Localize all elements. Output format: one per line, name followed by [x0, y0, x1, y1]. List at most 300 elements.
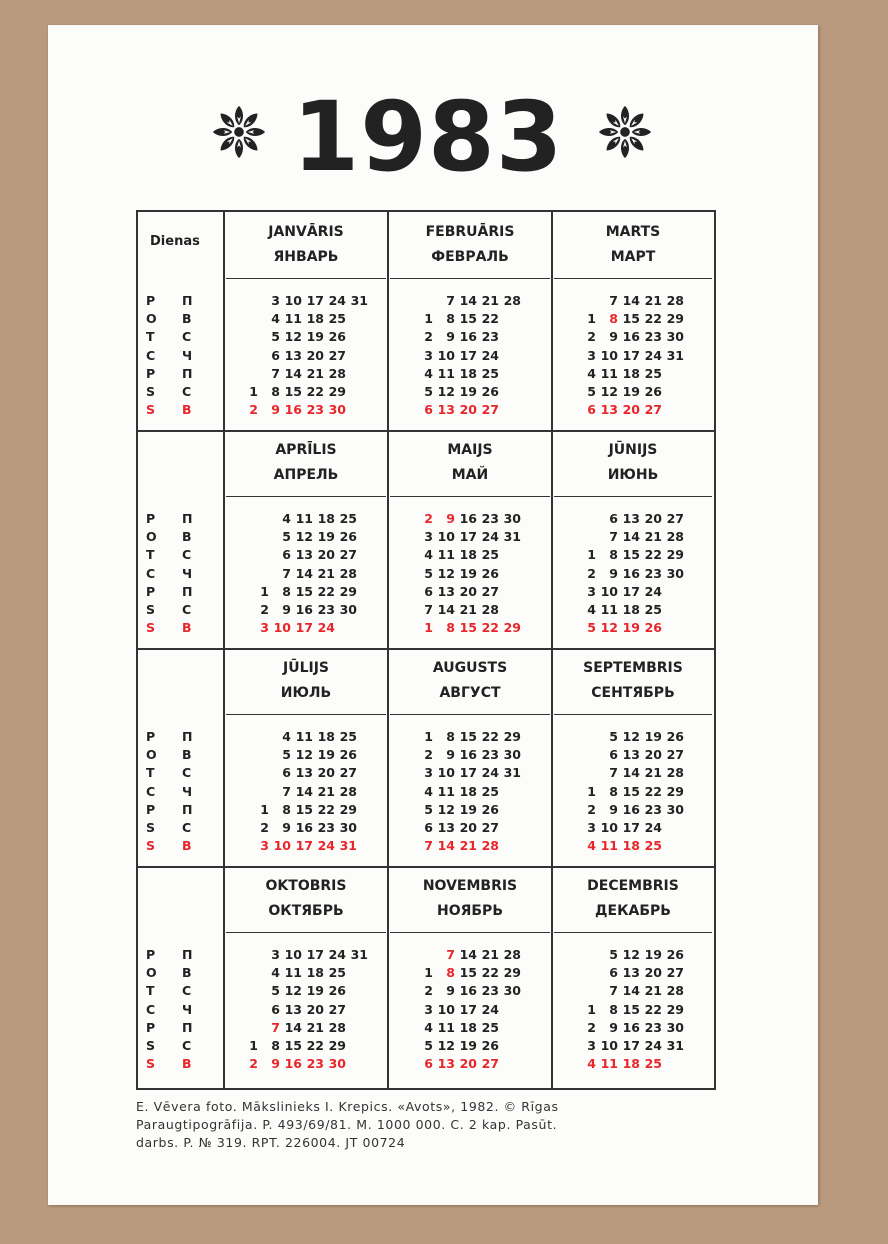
day-number: 23	[644, 329, 662, 345]
day-number: 6	[424, 1056, 433, 1072]
day-number: 29	[666, 547, 684, 563]
day-number: 5	[587, 620, 596, 636]
week-row	[574, 1037, 684, 1055]
week-row	[247, 601, 357, 619]
day-number: 23	[306, 402, 324, 418]
imprint-line: E. Vēvera foto. Mākslinieks I. Krepics. «Avots», 1982. © Rīgas	[136, 1099, 559, 1114]
weekday-row	[146, 746, 218, 764]
month-days	[574, 946, 684, 1073]
day-number: 19	[317, 529, 335, 545]
day-number: 7	[424, 838, 433, 854]
day-number: 18	[317, 729, 335, 744]
day-number: 6	[609, 511, 618, 526]
year-title: 1983	[292, 81, 564, 193]
day-number: 14	[295, 565, 313, 581]
day-number: 20	[622, 402, 640, 418]
week-row	[574, 401, 684, 419]
day-number: 19	[644, 729, 662, 744]
day-number: 3	[271, 293, 280, 308]
days-column-title: Dienas	[150, 234, 200, 249]
day-number: 8	[282, 583, 291, 599]
month-name-latvian: MAIJS	[447, 442, 493, 458]
day-number: 10	[273, 620, 291, 636]
day-number: 14	[459, 293, 477, 308]
month-days	[574, 728, 684, 855]
day-number: 18	[459, 783, 477, 799]
day-number: 13	[284, 347, 302, 363]
day-number: 9	[609, 329, 618, 345]
day-number: 13	[437, 583, 455, 599]
week-row	[411, 982, 521, 1000]
day-number: 10	[273, 838, 291, 854]
week-row	[411, 1037, 521, 1055]
day-number: 26	[644, 383, 662, 399]
day-number: 4	[424, 783, 433, 799]
week-row	[574, 1055, 684, 1073]
day-number: 17	[622, 1037, 640, 1053]
weekday-russian: П	[182, 583, 193, 599]
month-header-underline	[390, 496, 550, 497]
day-number: 14	[437, 838, 455, 854]
week-row	[247, 746, 357, 764]
week-row	[236, 1001, 368, 1019]
day-number: 20	[317, 765, 335, 781]
day-number: 29	[339, 583, 357, 599]
weekday-latvian: O	[146, 965, 157, 981]
weekday-labels	[146, 510, 218, 637]
weekday-latvian: P	[146, 365, 156, 381]
day-number: 22	[644, 311, 662, 327]
day-number: 3	[260, 620, 269, 636]
day-number: 15	[622, 311, 640, 327]
day-number: 8	[609, 783, 618, 799]
day-number: 2	[260, 819, 269, 835]
day-number: 23	[481, 983, 499, 999]
day-number: 12	[284, 329, 302, 345]
day-number: 9	[609, 801, 618, 817]
day-number: 14	[284, 365, 302, 381]
weekday-latvian: P	[146, 1019, 156, 1035]
day-number: 31	[350, 947, 368, 962]
week-row	[236, 1055, 368, 1073]
day-number: 8	[609, 1001, 618, 1017]
weekday-row	[146, 1019, 218, 1037]
week-row	[574, 1001, 684, 1019]
day-number: 13	[295, 547, 313, 563]
day-number: 14	[622, 293, 640, 308]
day-number: 16	[622, 1019, 640, 1035]
day-number: 20	[459, 1056, 477, 1072]
month-name-russian: ОКТЯБРЬ	[268, 903, 344, 919]
day-number: 2	[587, 1019, 596, 1035]
day-number: 12	[600, 383, 618, 399]
day-number: 20	[459, 819, 477, 835]
day-number: 2	[424, 329, 433, 345]
weekday-latvian: S	[146, 383, 156, 399]
day-number: 15	[622, 1001, 640, 1017]
day-number: 30	[328, 1056, 346, 1072]
week-row	[574, 328, 684, 346]
day-number: 8	[282, 801, 291, 817]
day-number: 28	[666, 529, 684, 545]
weekday-row	[146, 619, 218, 637]
week-row	[411, 310, 521, 328]
day-number: 27	[481, 1056, 499, 1072]
day-number: 6	[271, 1001, 280, 1017]
month-name-russian: АПРЕЛЬ	[273, 467, 339, 483]
day-number: 12	[437, 565, 455, 581]
month-name-latvian: NOVEMBRIS	[422, 878, 518, 894]
week-row	[574, 583, 684, 601]
day-number: 4	[424, 547, 433, 563]
week-row	[411, 946, 521, 964]
snowflake-petal	[627, 111, 646, 130]
day-number: 16	[284, 402, 302, 418]
day-number: 3	[587, 347, 596, 363]
day-number: 11	[600, 1056, 618, 1072]
weekday-russian: В	[182, 1056, 192, 1072]
day-number: 15	[622, 547, 640, 563]
day-number: 5	[424, 565, 433, 581]
day-number: 11	[295, 511, 313, 526]
day-number: 25	[481, 365, 499, 381]
quarter-divider	[138, 648, 714, 650]
day-number: 25	[644, 838, 662, 854]
month-header-underline	[226, 278, 386, 279]
day-number: 31	[339, 838, 357, 854]
weekday-row	[146, 383, 218, 401]
day-number: 21	[459, 838, 477, 854]
weekday-russian: Ч	[182, 783, 193, 799]
day-number: 27	[666, 747, 684, 763]
month-days	[411, 510, 521, 637]
month-header-underline	[390, 714, 550, 715]
day-number: 22	[481, 965, 499, 981]
week-row	[574, 764, 684, 782]
day-number: 25	[644, 601, 662, 617]
day-number: 21	[317, 565, 335, 581]
weekday-latvian: S	[146, 620, 156, 636]
day-number: 17	[459, 1001, 477, 1017]
day-number: 30	[666, 801, 684, 817]
week-row	[247, 565, 357, 583]
weekday-russian: С	[182, 601, 192, 617]
month-name-latvian: OKTOBRIS	[265, 878, 347, 894]
week-row	[574, 801, 684, 819]
day-number: 10	[284, 293, 302, 308]
day-number: 7	[609, 529, 618, 545]
weekday-row	[146, 292, 218, 310]
day-number: 10	[600, 819, 618, 835]
week-row	[574, 982, 684, 1000]
day-number: 18	[622, 601, 640, 617]
day-number: 24	[644, 583, 662, 599]
day-number: 8	[609, 311, 618, 327]
day-number: 13	[437, 402, 455, 418]
week-row	[411, 401, 521, 419]
day-number: 21	[459, 601, 477, 617]
week-row	[574, 601, 684, 619]
week-row	[236, 347, 368, 365]
day-number: 11	[600, 365, 618, 381]
day-number: 18	[622, 1056, 640, 1072]
week-row	[574, 964, 684, 982]
week-row	[574, 565, 684, 583]
month-name-russian: ЯНВАРЬ	[273, 249, 339, 265]
day-number: 19	[306, 983, 324, 999]
day-number: 29	[328, 1037, 346, 1053]
day-number: 22	[644, 1001, 662, 1017]
week-row	[574, 383, 684, 401]
week-row	[574, 365, 684, 383]
weekday-row	[146, 510, 218, 528]
weekday-labels	[146, 946, 218, 1073]
day-number: 28	[481, 601, 499, 617]
column-divider	[551, 212, 553, 1088]
day-number: 28	[503, 947, 521, 962]
day-number: 23	[306, 1056, 324, 1072]
day-number: 9	[271, 1056, 280, 1072]
day-number: 16	[459, 329, 477, 345]
week-row	[574, 837, 684, 855]
day-number: 12	[295, 747, 313, 763]
week-row	[411, 1001, 521, 1019]
day-number: 1	[424, 311, 433, 327]
day-number: 14	[459, 947, 477, 962]
day-number: 13	[600, 402, 618, 418]
day-number: 3	[587, 583, 596, 599]
day-number: 1	[260, 583, 269, 599]
day-number: 8	[446, 965, 455, 981]
day-number: 5	[609, 947, 618, 962]
week-row	[236, 946, 368, 964]
day-number: 9	[609, 1019, 618, 1035]
day-number: 26	[666, 947, 684, 962]
day-number: 26	[328, 329, 346, 345]
day-number: 21	[481, 293, 499, 308]
day-number: 12	[622, 947, 640, 962]
week-row	[411, 1055, 521, 1073]
week-row	[411, 764, 521, 782]
day-number: 16	[622, 329, 640, 345]
day-number: 7	[424, 601, 433, 617]
day-number: 12	[437, 801, 455, 817]
day-number: 26	[328, 983, 346, 999]
snowflake-icon	[596, 103, 654, 161]
day-number: 17	[306, 947, 324, 962]
day-number: 24	[481, 347, 499, 363]
day-number: 6	[424, 819, 433, 835]
day-number: 5	[282, 747, 291, 763]
day-number: 9	[446, 511, 455, 526]
weekday-russian: В	[182, 965, 192, 981]
imprint-line: darbs. P. № 319. RPT. 226004. JT 00724	[136, 1135, 406, 1150]
day-number: 25	[481, 547, 499, 563]
week-row	[411, 601, 521, 619]
day-number: 17	[459, 765, 477, 781]
day-number: 31	[503, 529, 521, 545]
week-row	[574, 546, 684, 564]
day-number: 30	[503, 983, 521, 999]
day-number: 22	[644, 547, 662, 563]
day-number: 2	[424, 983, 433, 999]
day-number: 27	[481, 583, 499, 599]
imprint	[136, 1098, 736, 1152]
day-number: 5	[424, 383, 433, 399]
day-number: 8	[446, 311, 455, 327]
day-number: 27	[666, 965, 684, 981]
day-number: 5	[424, 801, 433, 817]
day-number: 16	[622, 801, 640, 817]
day-number: 3	[424, 347, 433, 363]
day-number: 28	[328, 365, 346, 381]
week-row	[574, 528, 684, 546]
week-row	[247, 783, 357, 801]
day-number: 12	[437, 1037, 455, 1053]
week-row	[236, 383, 368, 401]
day-number: 24	[644, 1037, 662, 1053]
weekday-latvian: S	[146, 1056, 156, 1072]
day-number: 21	[317, 783, 335, 799]
day-number: 14	[437, 601, 455, 617]
weekday-russian: П	[182, 365, 193, 381]
day-number: 16	[295, 819, 313, 835]
day-number: 17	[622, 347, 640, 363]
day-number: 22	[644, 783, 662, 799]
day-number: 17	[306, 293, 324, 308]
day-number: 3	[587, 819, 596, 835]
week-row	[236, 964, 368, 982]
week-row	[411, 801, 521, 819]
day-number: 8	[271, 383, 280, 399]
day-number: 11	[437, 1019, 455, 1035]
week-row	[236, 1037, 368, 1055]
month-days	[574, 510, 684, 637]
day-number: 5	[609, 729, 618, 744]
week-row	[236, 982, 368, 1000]
day-number: 27	[481, 402, 499, 418]
month-days	[236, 946, 368, 1073]
month-name-latvian: JŪNIJS	[608, 442, 658, 458]
day-number: 4	[271, 965, 280, 981]
weekday-latvian: T	[146, 983, 155, 999]
day-number: 24	[317, 620, 335, 636]
day-number: 4	[587, 838, 596, 854]
week-row	[236, 365, 368, 383]
weekday-latvian: T	[146, 547, 155, 563]
day-number: 22	[306, 383, 324, 399]
month-days	[236, 292, 368, 419]
weekday-latvian: T	[146, 765, 155, 781]
day-number: 2	[587, 801, 596, 817]
week-row	[236, 292, 368, 310]
month-name-latvian: APRĪLIS	[275, 442, 337, 458]
weekday-latvian: O	[146, 311, 157, 327]
day-number: 20	[459, 402, 477, 418]
weekday-russian: С	[182, 819, 192, 835]
day-number: 16	[284, 1056, 302, 1072]
day-number: 18	[622, 365, 640, 381]
day-number: 8	[446, 729, 455, 744]
day-number: 14	[622, 765, 640, 781]
day-number: 16	[459, 511, 477, 526]
day-number: 13	[437, 819, 455, 835]
day-number: 23	[644, 565, 662, 581]
day-number: 10	[437, 529, 455, 545]
day-number: 2	[587, 329, 596, 345]
day-number: 27	[481, 819, 499, 835]
week-row	[411, 728, 521, 746]
month-header-underline	[554, 714, 712, 715]
week-row	[574, 746, 684, 764]
day-number: 11	[295, 729, 313, 744]
day-number: 18	[317, 511, 335, 526]
day-number: 14	[284, 1019, 302, 1035]
day-number: 5	[424, 1037, 433, 1053]
day-number: 21	[306, 365, 324, 381]
weekday-row	[146, 328, 218, 346]
month-header-underline	[554, 932, 712, 933]
day-number: 6	[282, 547, 291, 563]
week-row	[411, 546, 521, 564]
day-number: 11	[284, 311, 302, 327]
day-number: 23	[644, 1019, 662, 1035]
month-header-underline	[226, 496, 386, 497]
day-number: 27	[666, 511, 684, 526]
weekday-latvian: P	[146, 293, 156, 308]
weekday-russian: В	[182, 747, 192, 763]
weekday-row	[146, 982, 218, 1000]
day-number: 29	[328, 383, 346, 399]
weekday-russian: С	[182, 547, 192, 563]
weekday-latvian: S	[146, 819, 156, 835]
day-number: 21	[306, 1019, 324, 1035]
day-number: 25	[328, 965, 346, 981]
day-number: 4	[271, 311, 280, 327]
month-name-russian: АВГУСТ	[439, 685, 501, 701]
day-number: 19	[459, 1037, 477, 1053]
snowflake-petal	[218, 111, 237, 130]
day-number: 5	[587, 383, 596, 399]
month-name-russian: ДЕКАБРЬ	[595, 903, 671, 919]
day-number: 29	[666, 783, 684, 799]
day-number: 9	[446, 747, 455, 763]
week-row	[574, 946, 684, 964]
weekday-row	[146, 764, 218, 782]
week-row	[247, 619, 357, 637]
day-number: 24	[481, 529, 499, 545]
day-number: 12	[284, 983, 302, 999]
day-number: 20	[317, 547, 335, 563]
month-name-latvian: FEBRUĀRIS	[425, 224, 515, 240]
weekday-row	[146, 1001, 218, 1019]
day-number: 9	[446, 329, 455, 345]
day-number: 30	[666, 1019, 684, 1035]
day-number: 22	[306, 1037, 324, 1053]
quarter-divider	[138, 866, 714, 868]
weekday-russian: Ч	[182, 1001, 193, 1017]
day-number: 23	[317, 601, 335, 617]
day-number: 11	[437, 365, 455, 381]
weekday-russian: С	[182, 765, 192, 781]
day-number: 7	[609, 765, 618, 781]
weekday-russian: Ч	[182, 347, 193, 363]
month-name-latvian: MARTS	[605, 224, 661, 240]
weekday-russian: В	[182, 838, 192, 854]
weekday-row	[146, 837, 218, 855]
day-number: 27	[339, 547, 357, 563]
week-row	[574, 728, 684, 746]
